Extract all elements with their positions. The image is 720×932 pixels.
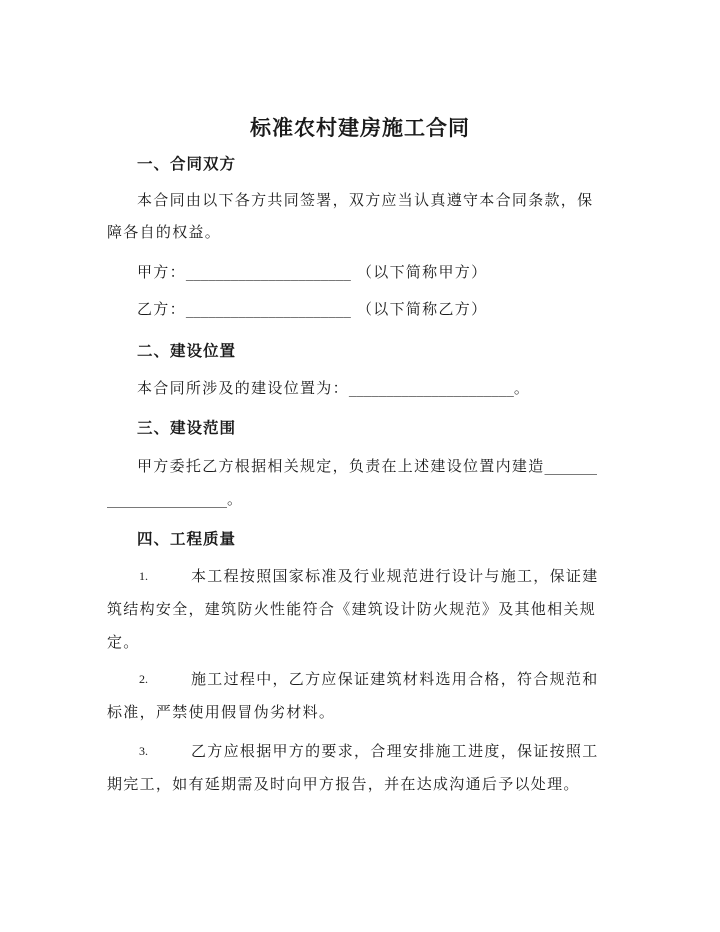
party-a-line [137,261,487,282]
location-line [137,377,530,398]
location-text: 本合同所涉及的建设位置为： [137,379,349,397]
section-heading-scope: 三、建设范围 [137,418,237,437]
party-a-blank: ______________________ [185,263,351,281]
section-heading-quality: 四、工程质量 [137,529,237,548]
document-title: 标准农村建房施工合同 [250,115,470,140]
parties-intro-line: 障各自的权益。 [107,223,222,241]
list-item-line: 乙方应根据甲方的要求，合理安排施工进度，保证按照工 [191,742,599,760]
scope-text: 甲方委托乙方根据相关规定，负责在上述建设位置内建造 [137,457,545,475]
party-a-note: （以下简称甲方） [356,263,488,281]
list-item-line: 筑结构安全，建筑防火性能符合《建筑设计防火规范》及其他相关规 [107,600,597,618]
list-item-number: 3. [139,744,148,758]
parties-intro-line: 本合同由以下各方共同签署，双方应当认真遵守本合同条款，保 [137,191,594,209]
list-item-line: 期完工，如有延期需及时向甲方报告，并在达成沟通后予以处理。 [107,775,580,793]
party-a-label: 甲方： [137,263,186,281]
party-b-line [137,298,487,319]
list-item-line: 标准，严禁使用假冒伪劣材料。 [107,703,336,721]
list-item-line: 定。 [107,633,140,651]
location-blank: ______________________ [348,379,514,397]
party-b-label: 乙方： [137,300,186,318]
scope-blank: ________________ [107,490,227,508]
list-item-number: 1. [139,569,148,583]
scope-line [107,488,243,509]
party-b-note: （以下简称乙方） [356,300,488,318]
section-heading-parties: 一、合同双方 [137,154,237,173]
section-heading-location: 二、建设位置 [137,341,237,360]
list-item-number: 2. [139,672,148,686]
location-end: 。 [513,379,531,397]
scope-end: 。 [227,490,244,508]
scope-blank: _______ [544,457,598,475]
list-item-line: 施工过程中，乙方应保证建筑材料选用合格，符合规范和 [191,670,599,688]
list-item-line: 本工程按照国家标准及行业规范进行设计与施工，保证建 [191,567,599,585]
party-b-blank: ______________________ [185,300,351,318]
scope-line [137,455,597,476]
